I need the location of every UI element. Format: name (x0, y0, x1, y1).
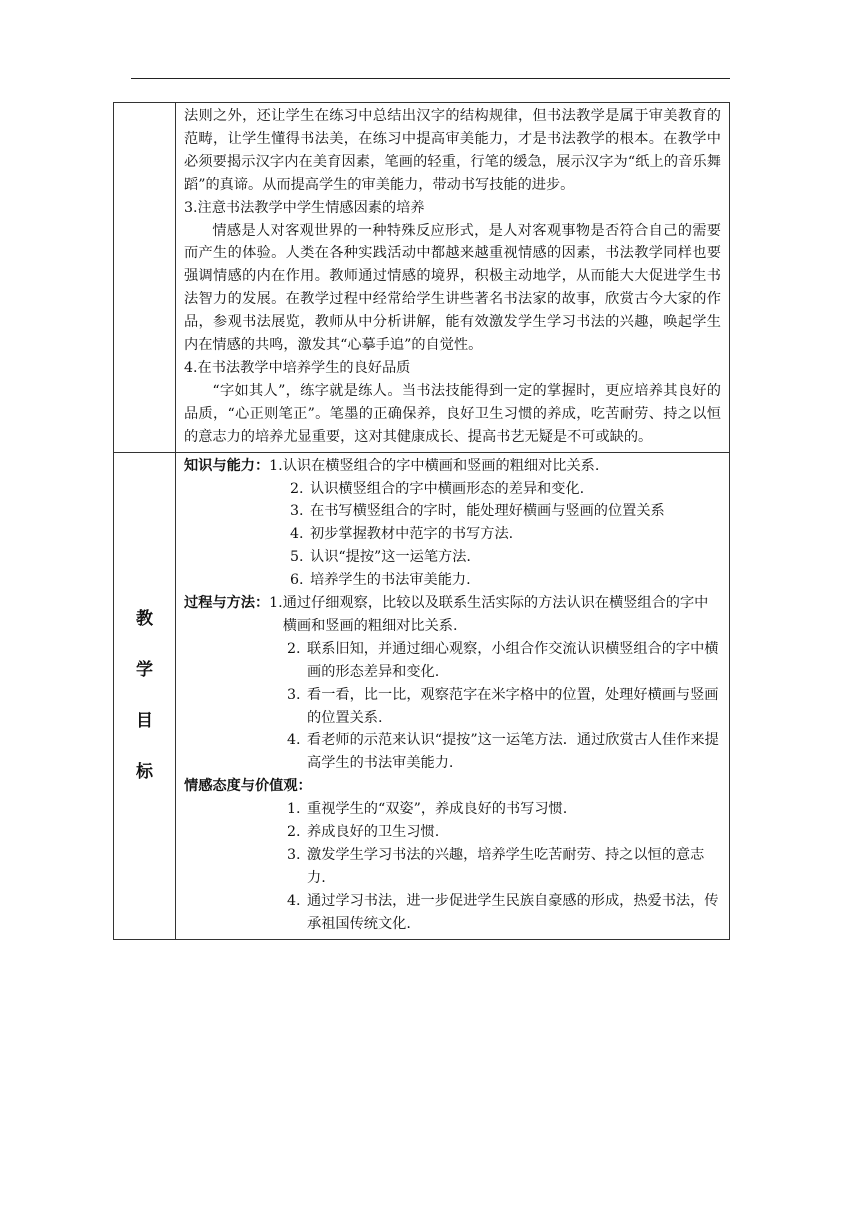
knowledge-item-2 (184, 478, 721, 501)
emotion-item-4 (184, 890, 721, 936)
label-char-4: 标 (136, 761, 153, 782)
label-char-1: 教 (136, 608, 153, 629)
emotion-num: 1. (287, 801, 301, 818)
emotion-title: 情感态度与价值观： (184, 778, 312, 795)
process-num: 4. (287, 732, 301, 749)
knowledge-text: 培养学生的书法审美能力. (310, 572, 471, 589)
objectives-cell (176, 452, 730, 939)
continuation-paragraph: 法则之外，还让学生在练习中总结出汉字的结构规律，但书法教学是属于审美教育的范畴，让学生懂得书法美，在练习中提高审美能力，才是书法教学的根本。在教学中必须要揭示汉字内在美育因素，笔画的轻重，行笔的缓急，展示汉字为“纸上的音乐舞蹈”的真谛。从而提高学生的审美能力，带动书写技能的进步。 (184, 108, 721, 193)
process-text: 看老师的示范来认识“提按”这一运笔方法．通过欣赏古人佳作来提高学生的书法审美能力. (307, 732, 719, 772)
objectives-label-cell (114, 452, 176, 939)
knowledge-num: 5. (290, 549, 304, 566)
emotion-item-1 (184, 798, 721, 821)
process-num: 2. (287, 640, 301, 657)
process-num: 3. (287, 686, 301, 703)
knowledge-item-6 (184, 569, 721, 592)
process-text: 通过仔细观察，比较以及联系生活实际的方法认识在横竖组合的字中横画和竖画的粗细对比关系. (282, 595, 709, 634)
knowledge-text: 初步掌握教材中范字的书写方法. (310, 526, 514, 543)
emotion-num: 2. (287, 824, 301, 841)
process-num: 1. (269, 595, 283, 612)
emotion-text: 通过学习书法，进一步促进学生民族自豪感的形成，热爱书法，传承祖国传统文化. (307, 892, 719, 932)
knowledge-item-4 (184, 523, 721, 546)
emotion-num: 4. (287, 892, 301, 909)
process-item-3 (184, 684, 721, 730)
section3-body: 情感是人对客观世界的一种特殊反应形式，是人对客观事物是否符合自己的需要而产生的体验。人类在各种实践活动中都越来越重视情感的因素，书法教学同样也要强调情感的内在作用。教师通过情感的境界，积极主动地学，从而能大大促进学生书法智力的发展。在教学过程中经常给学生讲些著名书法家的故事，欣赏古今大家的作品，参观书法展览，教师从中分析讲解，能有效激发学生学习书法的兴趣，唤起学生内在情感的共鸣，激发其“心摹手追”的自觉性。 (184, 222, 721, 354)
knowledge-item-1 (184, 455, 721, 478)
emotion-item-2 (184, 821, 721, 844)
continuation-cell (176, 103, 730, 453)
knowledge-item-3 (184, 500, 721, 523)
section4-heading: 4.在书法教学中培养学生的良好品质 (184, 359, 411, 376)
process-text: 联系旧知，并通过细心观察，小组合作交流认识横竖组合的字中横画的形态差异和变化. (307, 640, 719, 680)
section4-body: “字如其人”，练字就是练人。当书法技能得到一定的掌握时，更应培养其良好的品质，“心正则笔正”。笔墨的正确保养，良好卫生习惯的养成，吃苦耐劳、持之以恒的意志力的培养尤显重要，这对其健康成长、提高书艺无疑是不可或缺的。 (184, 382, 721, 445)
label-char-2: 学 (136, 659, 153, 680)
knowledge-num: 6. (290, 572, 304, 589)
objectives-row (114, 452, 730, 939)
process-title: 过程与方法： (184, 595, 270, 612)
knowledge-num: 3. (290, 503, 304, 520)
process-item-4 (184, 729, 721, 775)
knowledge-num: 1. (269, 457, 283, 474)
empty-label-cell (114, 103, 176, 453)
knowledge-num: 4. (290, 526, 304, 543)
knowledge-item-5 (184, 546, 721, 569)
header-rule (131, 78, 730, 79)
label-char-3: 目 (136, 710, 153, 731)
emotion-item-3 (184, 844, 721, 890)
process-item-2 (184, 638, 721, 684)
process-item-1 (184, 592, 721, 638)
knowledge-text: 认识“提按”这一运笔方法. (310, 549, 471, 566)
knowledge-text: 在书写横竖组合的字时，能处理好横画与竖画的位置关系 (310, 503, 665, 520)
continuation-row (114, 103, 730, 453)
emotion-num: 3. (287, 847, 301, 863)
section3-heading: 3.注意书法教学中学生情感因素的培养 (184, 199, 425, 216)
process-text: 看一看，比一比，观察范字在米字格中的位置，处理好横画与竖画的位置关系. (307, 686, 719, 726)
knowledge-num: 2. (290, 480, 304, 497)
knowledge-title: 知识与能力： (184, 457, 270, 474)
emotion-text: 激发学生学习书法的兴趣，培养学生吃苦耐劳、持之以恒的意志力. (307, 847, 705, 886)
lesson-plan-table (113, 102, 730, 940)
emotion-text: 重视学生的“双姿”，养成良好的书写习惯. (307, 801, 568, 818)
knowledge-text: 认识在横竖组合的字中横画和竖画的粗细对比关系. (282, 457, 600, 474)
knowledge-text: 认识横竖组合的字中横画形态的差异和变化. (310, 480, 585, 497)
emotion-text: 养成良好的卫生习惯. (307, 824, 440, 841)
